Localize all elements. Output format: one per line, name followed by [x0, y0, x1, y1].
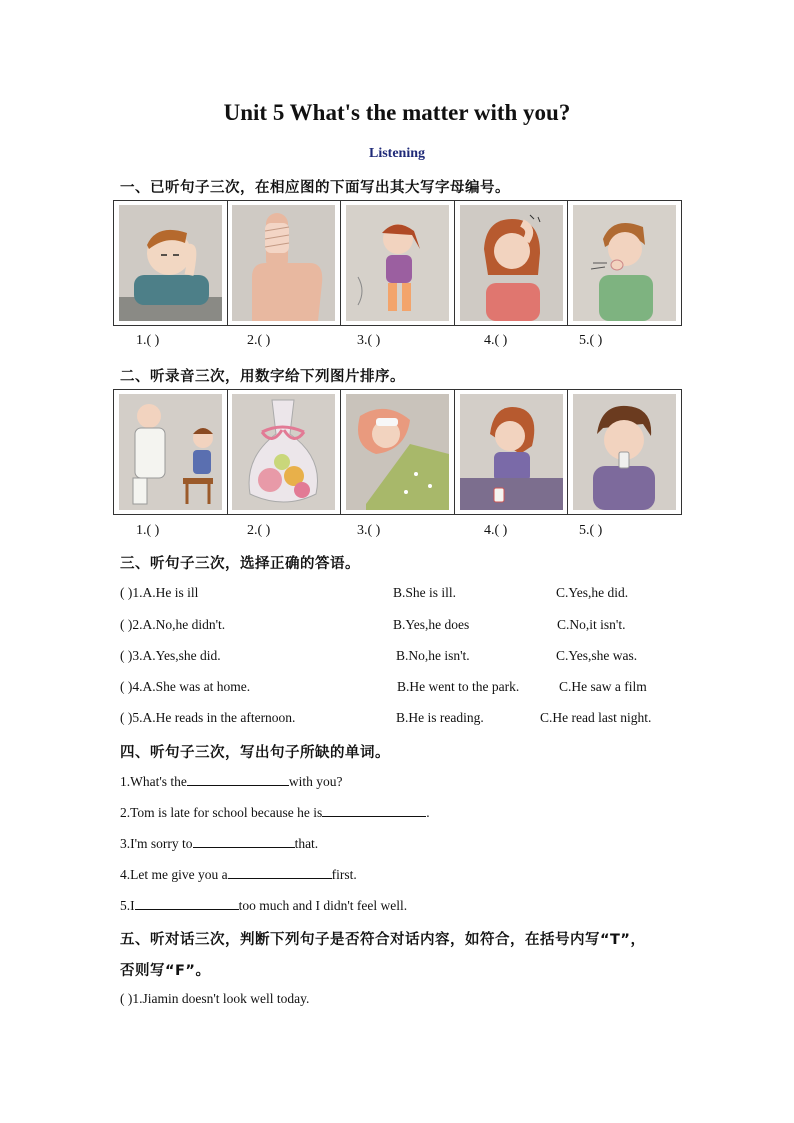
fill-in-sentence: [120, 866, 357, 883]
answer-slot[interactable]: 3.( ): [357, 333, 381, 348]
choice-option-c: C.No,it isn't.: [557, 617, 626, 632]
choice-option-b: B.She is ill.: [393, 585, 457, 600]
choice-question: ( )3.A.Yes,she did.: [120, 648, 221, 663]
choice-option-b: B.Yes,he does: [393, 617, 470, 632]
answer-slot[interactable]: 1.( ): [136, 333, 160, 348]
section5-heading-continued: 否则写“F”。: [120, 963, 211, 979]
choice-question: ( )4.A.She was at home.: [120, 679, 251, 694]
choice-question: ( )1.A.He is ill: [120, 585, 199, 600]
fill-in-sentence: [120, 804, 430, 821]
sentence-start: 5.I: [120, 898, 135, 913]
sick-in-bed-icon: [346, 394, 449, 510]
picture-cell: [114, 390, 228, 514]
bandaged-finger-icon: [232, 205, 335, 321]
picture-cell: [341, 390, 455, 514]
section2-picture-table: [113, 389, 682, 515]
choice-option-b: B.He is reading.: [396, 710, 484, 725]
woman-fever-icon: [460, 205, 563, 321]
sentence-end: that.: [294, 836, 319, 851]
sentence-end: with you?: [288, 774, 343, 789]
answer-slot[interactable]: 5.( ): [579, 333, 603, 348]
picture-cell: [455, 390, 569, 514]
section1-heading: 一、已听句子三次，在相应图的下面写出其大写字母编号。: [120, 180, 510, 196]
answer-slot[interactable]: 2.( ): [247, 523, 271, 538]
choice-option-c: C.He read last night.: [540, 710, 652, 725]
picture-cell: [455, 201, 569, 325]
fill-in-sentence: [120, 773, 343, 790]
man-headache-icon: [119, 205, 222, 321]
answer-blank[interactable]: [322, 804, 426, 817]
girl-stomachache-icon: [346, 205, 449, 321]
section3-heading: 三、听句子三次，选择正确的答语。: [120, 556, 360, 572]
sentence-end: too much and I didn't feel well.: [238, 898, 408, 913]
sentence-end: first.: [331, 867, 357, 882]
boy-coughing-icon: [573, 205, 676, 321]
choice-question: ( )5.A.He reads in the afternoon.: [120, 710, 296, 725]
page-title: Unit 5 What's the matter with you?: [223, 100, 571, 125]
choice-option-b: B.No,he isn't.: [396, 648, 470, 663]
answer-blank[interactable]: [193, 835, 295, 848]
choice-option-b: B.He went to the park.: [397, 679, 520, 694]
picture-cell: [341, 201, 455, 325]
picture-cell: [114, 201, 228, 325]
answer-blank[interactable]: [135, 897, 239, 910]
answer-blank[interactable]: [187, 773, 289, 786]
section2-heading: 二、听录音三次，用数字给下列图片排序。: [120, 369, 405, 385]
sentence-start: 2.Tom is late for school because he is: [120, 805, 323, 820]
answer-blank[interactable]: [228, 866, 332, 879]
section5-heading: 五、听对话三次，判断下列句子是否符合对话内容，如符合，在括号内写“T”，: [120, 932, 646, 948]
picture-cell: [228, 390, 342, 514]
sentence-end: .: [426, 805, 430, 820]
sentence-start: 4.Let me give you a: [120, 867, 228, 882]
answer-slot[interactable]: 4.( ): [484, 333, 508, 348]
picture-cell: [228, 201, 342, 325]
answer-slot[interactable]: 1.( ): [136, 523, 160, 538]
section1-picture-table: [113, 200, 682, 326]
page-subtitle: Listening: [368, 146, 425, 161]
answer-slot[interactable]: 5.( ): [579, 523, 603, 538]
fill-in-sentence: [120, 897, 407, 914]
sentence-start: 3.I'm sorry to: [120, 836, 193, 851]
girl-taking-medicine-icon: [460, 394, 563, 510]
answer-slot[interactable]: 3.( ): [357, 523, 381, 538]
doctor-checkup-icon: [119, 394, 222, 510]
answer-slot[interactable]: 2.( ): [247, 333, 271, 348]
choice-option-c: C.Yes,he did.: [556, 585, 629, 600]
section4-heading: 四、听句子三次，写出句子所缺的单词。: [120, 745, 390, 761]
sentence-start: 1.What's the: [120, 774, 187, 789]
fill-in-sentence: [120, 835, 318, 852]
picture-cell: [568, 201, 681, 325]
answer-slot[interactable]: 4.( ): [484, 523, 508, 538]
choice-option-c: C.He saw a film: [559, 679, 647, 694]
picture-cell: [568, 390, 681, 514]
choice-option-c: C.Yes,she was.: [556, 648, 638, 663]
true-false-item: ( )1.Jiamin doesn't look well today.: [120, 991, 310, 1006]
candy-bag-icon: [232, 394, 335, 510]
choice-question: ( )2.A.No,he didn't.: [120, 617, 226, 632]
boy-drinking-icon: [573, 394, 676, 510]
